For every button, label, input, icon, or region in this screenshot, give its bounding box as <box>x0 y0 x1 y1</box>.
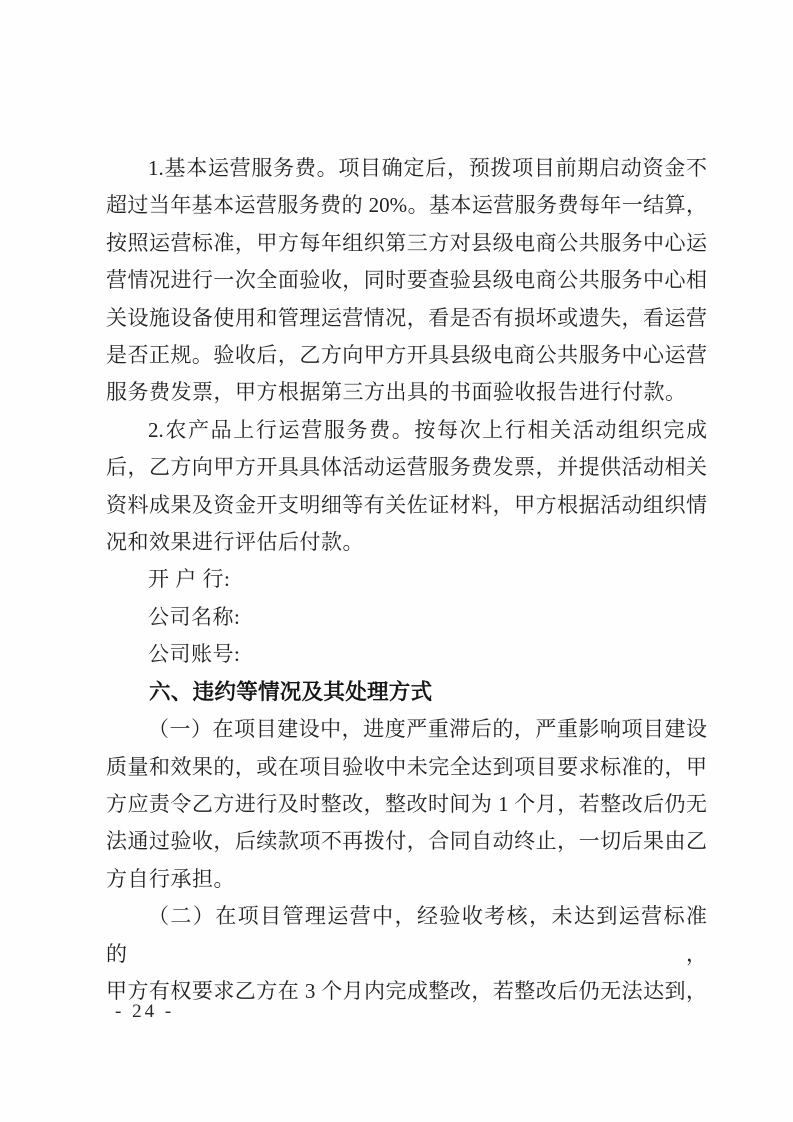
text-line: （一）在项目建设中，进度严重滞后的，严重影响项目建设 <box>148 717 707 742</box>
field-label-bank-name: 开 户 行: <box>148 567 231 592</box>
clause-operation-assessment <box>106 898 707 1010</box>
section-heading-breach-handling: 六、违约等情况及其处理方式 <box>149 679 433 704</box>
page-footer <box>115 1001 174 1023</box>
text-line: 1.基本运营服务费。项目确定后，预拨项目前期启动资金不 <box>148 156 707 180</box>
text-line: 超过当年基本运营服务费的 20%。基本运营服务费每年一结算， <box>106 193 707 218</box>
text-line: 2.农产品上行运营服务费。按每次上行相关活动组织完成 <box>148 417 707 442</box>
text-line: 后，乙方向甲方开具具体活动运营服务费发票，并提供活动相关 <box>106 455 707 480</box>
text-line: 关设施设备使用和管理运营情况，看是否有损坏或遗失，看运营 <box>106 305 707 330</box>
field-label-company-name: 公司名称: <box>148 604 241 629</box>
text-line: 方应责令乙方进行及时整改，整改时间为 1 个月，若整改后仍无 <box>106 791 707 816</box>
text-line: （二）在项目管理运营中，经验收考核，未达到运营标准的， <box>106 904 707 966</box>
contract-text <box>106 150 707 1010</box>
clause-construction-delay <box>106 711 707 898</box>
text-line: 质量和效果的，或在项目验收中未完全达到项目要求标准的，甲 <box>106 754 707 779</box>
text-line: 是否正规。验收后，乙方向甲方开具县级电商公共服务中心运营 <box>106 343 707 368</box>
text-line: 按照运营标准，甲方每年组织第三方对县级电商公共服务中心运 <box>106 230 707 255</box>
text-line: 甲方有权要求乙方在 3 个月内完成整改，若整改后仍无法达到， <box>106 978 707 1003</box>
field-label-company-account: 公司账号: <box>148 642 241 667</box>
text-line: 方自行承担。 <box>106 866 235 891</box>
page-number: - 24 - <box>115 1001 175 1022</box>
text-line: 营情况进行一次全面验收，同时要查验县级电商公共服务中心相 <box>106 268 707 293</box>
text-line: 况和效果进行评估后付款。 <box>106 530 364 555</box>
paragraph-basic-operation-fee <box>106 150 707 412</box>
bank-account-fields <box>106 561 707 673</box>
paragraph-agri-product-uplink-fee <box>106 412 707 562</box>
text-line: 资料成果及资金开支明细等有关佐证材料，甲方根据活动组织情 <box>106 492 707 517</box>
text-line: 服务费发票，甲方根据第三方出具的书面验收报告进行付款。 <box>106 380 687 405</box>
text-line: 法通过验收，后续款项不再拨付，合同自动终止，一切后果由乙 <box>106 829 707 854</box>
